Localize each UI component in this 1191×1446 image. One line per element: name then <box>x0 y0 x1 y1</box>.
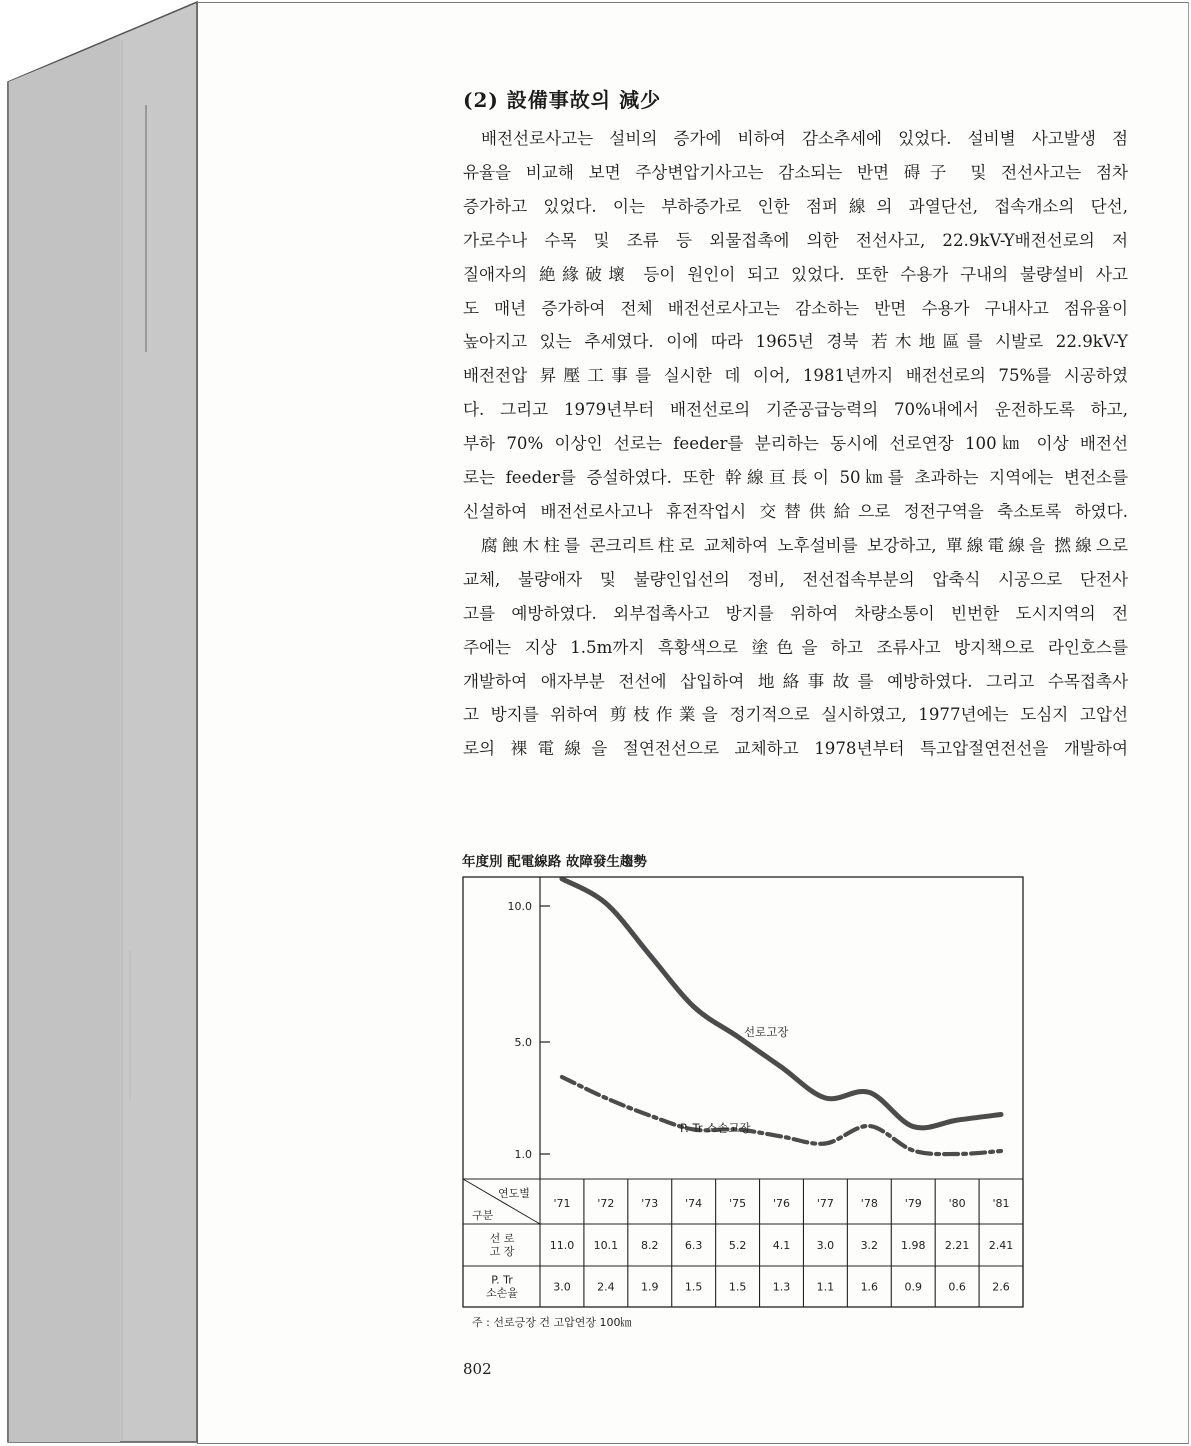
table-cell: 1.5 <box>728 1280 747 1294</box>
series-line-line-fault <box>562 879 1001 1128</box>
y-tick-label: 5.0 <box>514 1036 532 1049</box>
series-label-ptr-burnout: P. Tr 소손고장 <box>680 1121 751 1135</box>
table-cell: 11.0 <box>549 1239 575 1252</box>
table-cell: 1.3 <box>772 1280 791 1294</box>
text-line: 腐蝕木柱를 콘크리트柱로 교체하여 노후설비를 보강하고, 單線電線을 撚線으로 <box>481 535 1128 555</box>
table-cell: 2.6 <box>992 1280 1010 1294</box>
x-tick-label: '79 <box>904 1197 922 1210</box>
text-line: 개발하여 애자부분 전선에 삽입하여 地絡事故를 예방하였다. 그리고 수목접촉사 <box>463 671 1128 691</box>
table-cell: 1.5 <box>684 1280 703 1294</box>
text-line: 높아지고 있는 추세였다. 이에 따라 1965년 경북 若木地區를 시발로 22.9kV-Y <box>463 332 1128 352</box>
x-tick-label: '74 <box>685 1197 703 1210</box>
text-line: 가로수나 수목 및 조류 등 외물접촉에 의한 전선사고, 22.9kV-Y배전선로의 저 <box>463 230 1128 250</box>
table-cell: 2.4 <box>597 1280 615 1294</box>
fault-trend-chart <box>462 876 1024 1312</box>
x-tick-label: '71 <box>553 1197 571 1210</box>
section-title: (2) 設備事故의 減少 <box>463 88 662 112</box>
page-number: 802 <box>463 1360 492 1378</box>
table-cell: 2.41 <box>988 1239 1014 1252</box>
text-line: 고 방지를 위하여 剪枝作業을 정기적으로 실시하였고, 1977년에는 도심지 고압선 <box>463 705 1128 725</box>
table-cell: 0.6 <box>948 1280 966 1294</box>
chart-note: 주 : 선로긍장 건 고압연장 100㎞ <box>472 1316 632 1329</box>
text-line: 배전선로사고는 설비의 증가에 비하여 감소추세에 있었다. 설비별 사고발생 점 <box>481 129 1128 148</box>
x-tick-label: '75 <box>729 1197 747 1210</box>
text-line: 증가하고 있었다. 이는 부하증가로 인한 점퍼線의 과열단선, 접속개소의 단선, <box>463 196 1128 216</box>
y-tick-label: 1.0 <box>514 1148 532 1161</box>
table-cell: 10.1 <box>593 1239 619 1252</box>
x-tick-label: '78 <box>860 1197 878 1210</box>
table-cell: 1.98 <box>900 1239 926 1252</box>
table-cell: 1.6 <box>860 1280 879 1294</box>
text-line: 다. 그리고 1979년부터 배전선로의 기준공급능력의 70%내에서 운전하도록 하고, <box>463 400 1128 420</box>
body-text <box>463 122 1128 766</box>
text-line: 고를 예방하였다. 외부접촉사고 방지를 위하여 차량소통이 빈번한 도시지역의 전 <box>463 603 1128 623</box>
table-cell: 1.9 <box>641 1280 659 1294</box>
text-line: 주에는 지상 1.5m까지 흑황색으로 塗色을 하고 조류사고 방지책으로 라인호스를 <box>463 637 1128 657</box>
text-line: 부하 70% 이상인 선로는 feeder를 분리하는 동시에 선로연장 100㎞ 이상 배전선 <box>463 434 1128 454</box>
table-cell: 6.3 <box>684 1239 703 1252</box>
x-tick-label: '72 <box>597 1197 615 1210</box>
table-cell: 5.2 <box>728 1239 747 1252</box>
text-line: 질애자의 絶緣破壞 등이 원인이 되고 있었다. 또한 수용가 구내의 불량설비 사고 <box>463 264 1128 284</box>
table-cell: 3.0 <box>816 1239 835 1252</box>
text-line: 도 매년 증가하여 전체 배전선로사고는 감소하는 반면 수용가 구내사고 점유율이 <box>463 298 1128 318</box>
table-row-label: P. Tr <box>491 1273 513 1287</box>
text-line: 유율을 비교해 보면 주상변압기사고는 감소되는 반면 碍子 및 전선사고는 점차 <box>463 162 1128 182</box>
table-cell: 4.1 <box>772 1239 791 1252</box>
table-cell: 3.0 <box>553 1280 571 1294</box>
x-tick-label: '80 <box>948 1197 966 1210</box>
chart-caption: 年度別 配電線路 故障發生趨勢 <box>462 854 647 870</box>
x-tick-label: '76 <box>772 1197 791 1210</box>
x-tick-label: '81 <box>992 1197 1010 1210</box>
table-row-label: 선 로 <box>489 1232 515 1245</box>
table-corner-top-label: 연도별 <box>498 1187 530 1200</box>
text-line: 교체, 불량애자 및 불량인입선의 정비, 전선접속부분의 압축식 시공으로 단전사 <box>463 569 1128 589</box>
table-cell: 8.2 <box>641 1239 659 1252</box>
table-cell: 0.9 <box>904 1280 922 1294</box>
table-row-label: 소손율 <box>486 1286 518 1300</box>
text-line: 신설하여 배전선로사고나 휴전작업시 交替供給으로 정전구역을 축소토록 하였다. <box>463 501 1128 521</box>
table-cell: 1.1 <box>816 1280 835 1294</box>
table-row-label: 고 장 <box>489 1245 515 1258</box>
table-cell: 3.2 <box>860 1239 879 1252</box>
x-tick-label: '73 <box>641 1197 659 1210</box>
table-corner-bottom-label: 구분 <box>472 1209 494 1222</box>
y-tick-label: 10.0 <box>507 900 532 913</box>
series-line-ptr-burnout <box>562 1077 1001 1154</box>
book-spine <box>0 0 200 1446</box>
text-line: 로의 裸電線을 절연전선으로 교체하고 1978년부터 특고압절연전선을 개발하여 <box>463 739 1128 759</box>
table-cell: 2.21 <box>944 1239 970 1252</box>
x-tick-label: '77 <box>816 1197 834 1210</box>
text-line: 로는 feeder를 증설하였다. 또한 幹線亘長이 50㎞를 초과하는 지역에는 변전소를 <box>463 468 1128 488</box>
text-line: 배전전압 昇壓工事를 실시한 데 이어, 1981년까지 배전선로의 75%를 시공하였 <box>463 366 1128 386</box>
series-label-line-fault: 선로고장 <box>744 1025 789 1039</box>
